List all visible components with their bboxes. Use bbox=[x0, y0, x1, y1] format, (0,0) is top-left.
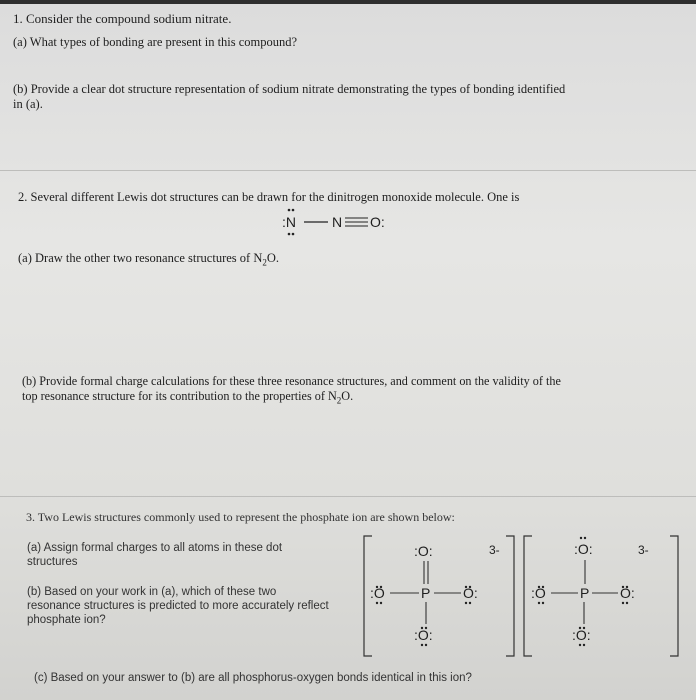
q3-part-a-line1: (a) Assign formal charges to all atoms in these dot bbox=[27, 542, 283, 554]
structure1-bottom-oxygen: :O: bbox=[414, 627, 433, 643]
structure1-top-oxygen: :O: bbox=[414, 543, 433, 559]
structure2-top-oxygen: :O: bbox=[574, 541, 593, 557]
structure2-bottom-oxygen: :O: bbox=[572, 627, 591, 643]
q3-part-b-line3: phosphate ion? bbox=[27, 614, 106, 626]
q3-part-b-line2: resonance structures is predicted to more accurately reflect bbox=[27, 600, 329, 612]
n2o-atom-n2: N bbox=[332, 214, 343, 230]
structure2-phosphorus: P bbox=[580, 585, 590, 601]
structure2-left-oxygen: :O bbox=[531, 585, 546, 601]
divider-2 bbox=[0, 496, 696, 497]
top-border bbox=[0, 0, 696, 4]
q3-title: 3. Two Lewis structures commonly used to represent the phosphate ion are shown below: bbox=[26, 510, 455, 524]
structure1-right-oxygen: O: bbox=[463, 585, 478, 601]
structure1-phosphorus: P bbox=[421, 585, 431, 601]
q1-part-b-line2: in (a). bbox=[13, 97, 43, 111]
n2o-lewis-structure bbox=[270, 206, 420, 238]
n2o-atom-n1: :N bbox=[282, 214, 296, 230]
q3-part-b-line1: (b) Based on your work in (a), which of these two bbox=[27, 586, 277, 598]
q2-title: 2. Several different Lewis dot structures can be drawn for the dinitrogen monoxide molecule. One is bbox=[18, 190, 520, 204]
q2-part-b-line1: (b) Provide formal charge calculations for these three resonance structures, and comment on the validity of the bbox=[22, 374, 561, 388]
q1-part-b-line1: (b) Provide a clear dot structure representation of sodium nitrate demonstrating the types of bonding identified bbox=[13, 82, 566, 96]
q2-part-b-line2: top resonance structure for its contribution to the properties of $N_2O$. bbox=[22, 389, 354, 406]
n2o-atom-o: O: bbox=[370, 214, 385, 230]
divider-1 bbox=[0, 170, 696, 171]
structure1-left-oxygen: :O bbox=[370, 585, 385, 601]
phosphate-structure-2 bbox=[520, 532, 686, 660]
structure1-charge: 3- bbox=[489, 543, 500, 557]
q3-part-c: (c) Based on your answer to (b) are all phosphorus-oxygen bonds identical in this ion? bbox=[34, 672, 472, 684]
q2-part-a: (a) Draw the other two resonance structures of $N_2O$. bbox=[18, 251, 280, 268]
structure2-charge: 3- bbox=[638, 543, 649, 557]
q1-part-a: (a) What types of bonding are present in this compound? bbox=[13, 35, 298, 49]
structure2-right-oxygen: O: bbox=[620, 585, 635, 601]
q1-title: 1. Consider the compound sodium nitrate. bbox=[13, 11, 232, 26]
phosphate-structure-1 bbox=[360, 532, 518, 660]
q3-part-a-line2: structures bbox=[27, 556, 78, 568]
